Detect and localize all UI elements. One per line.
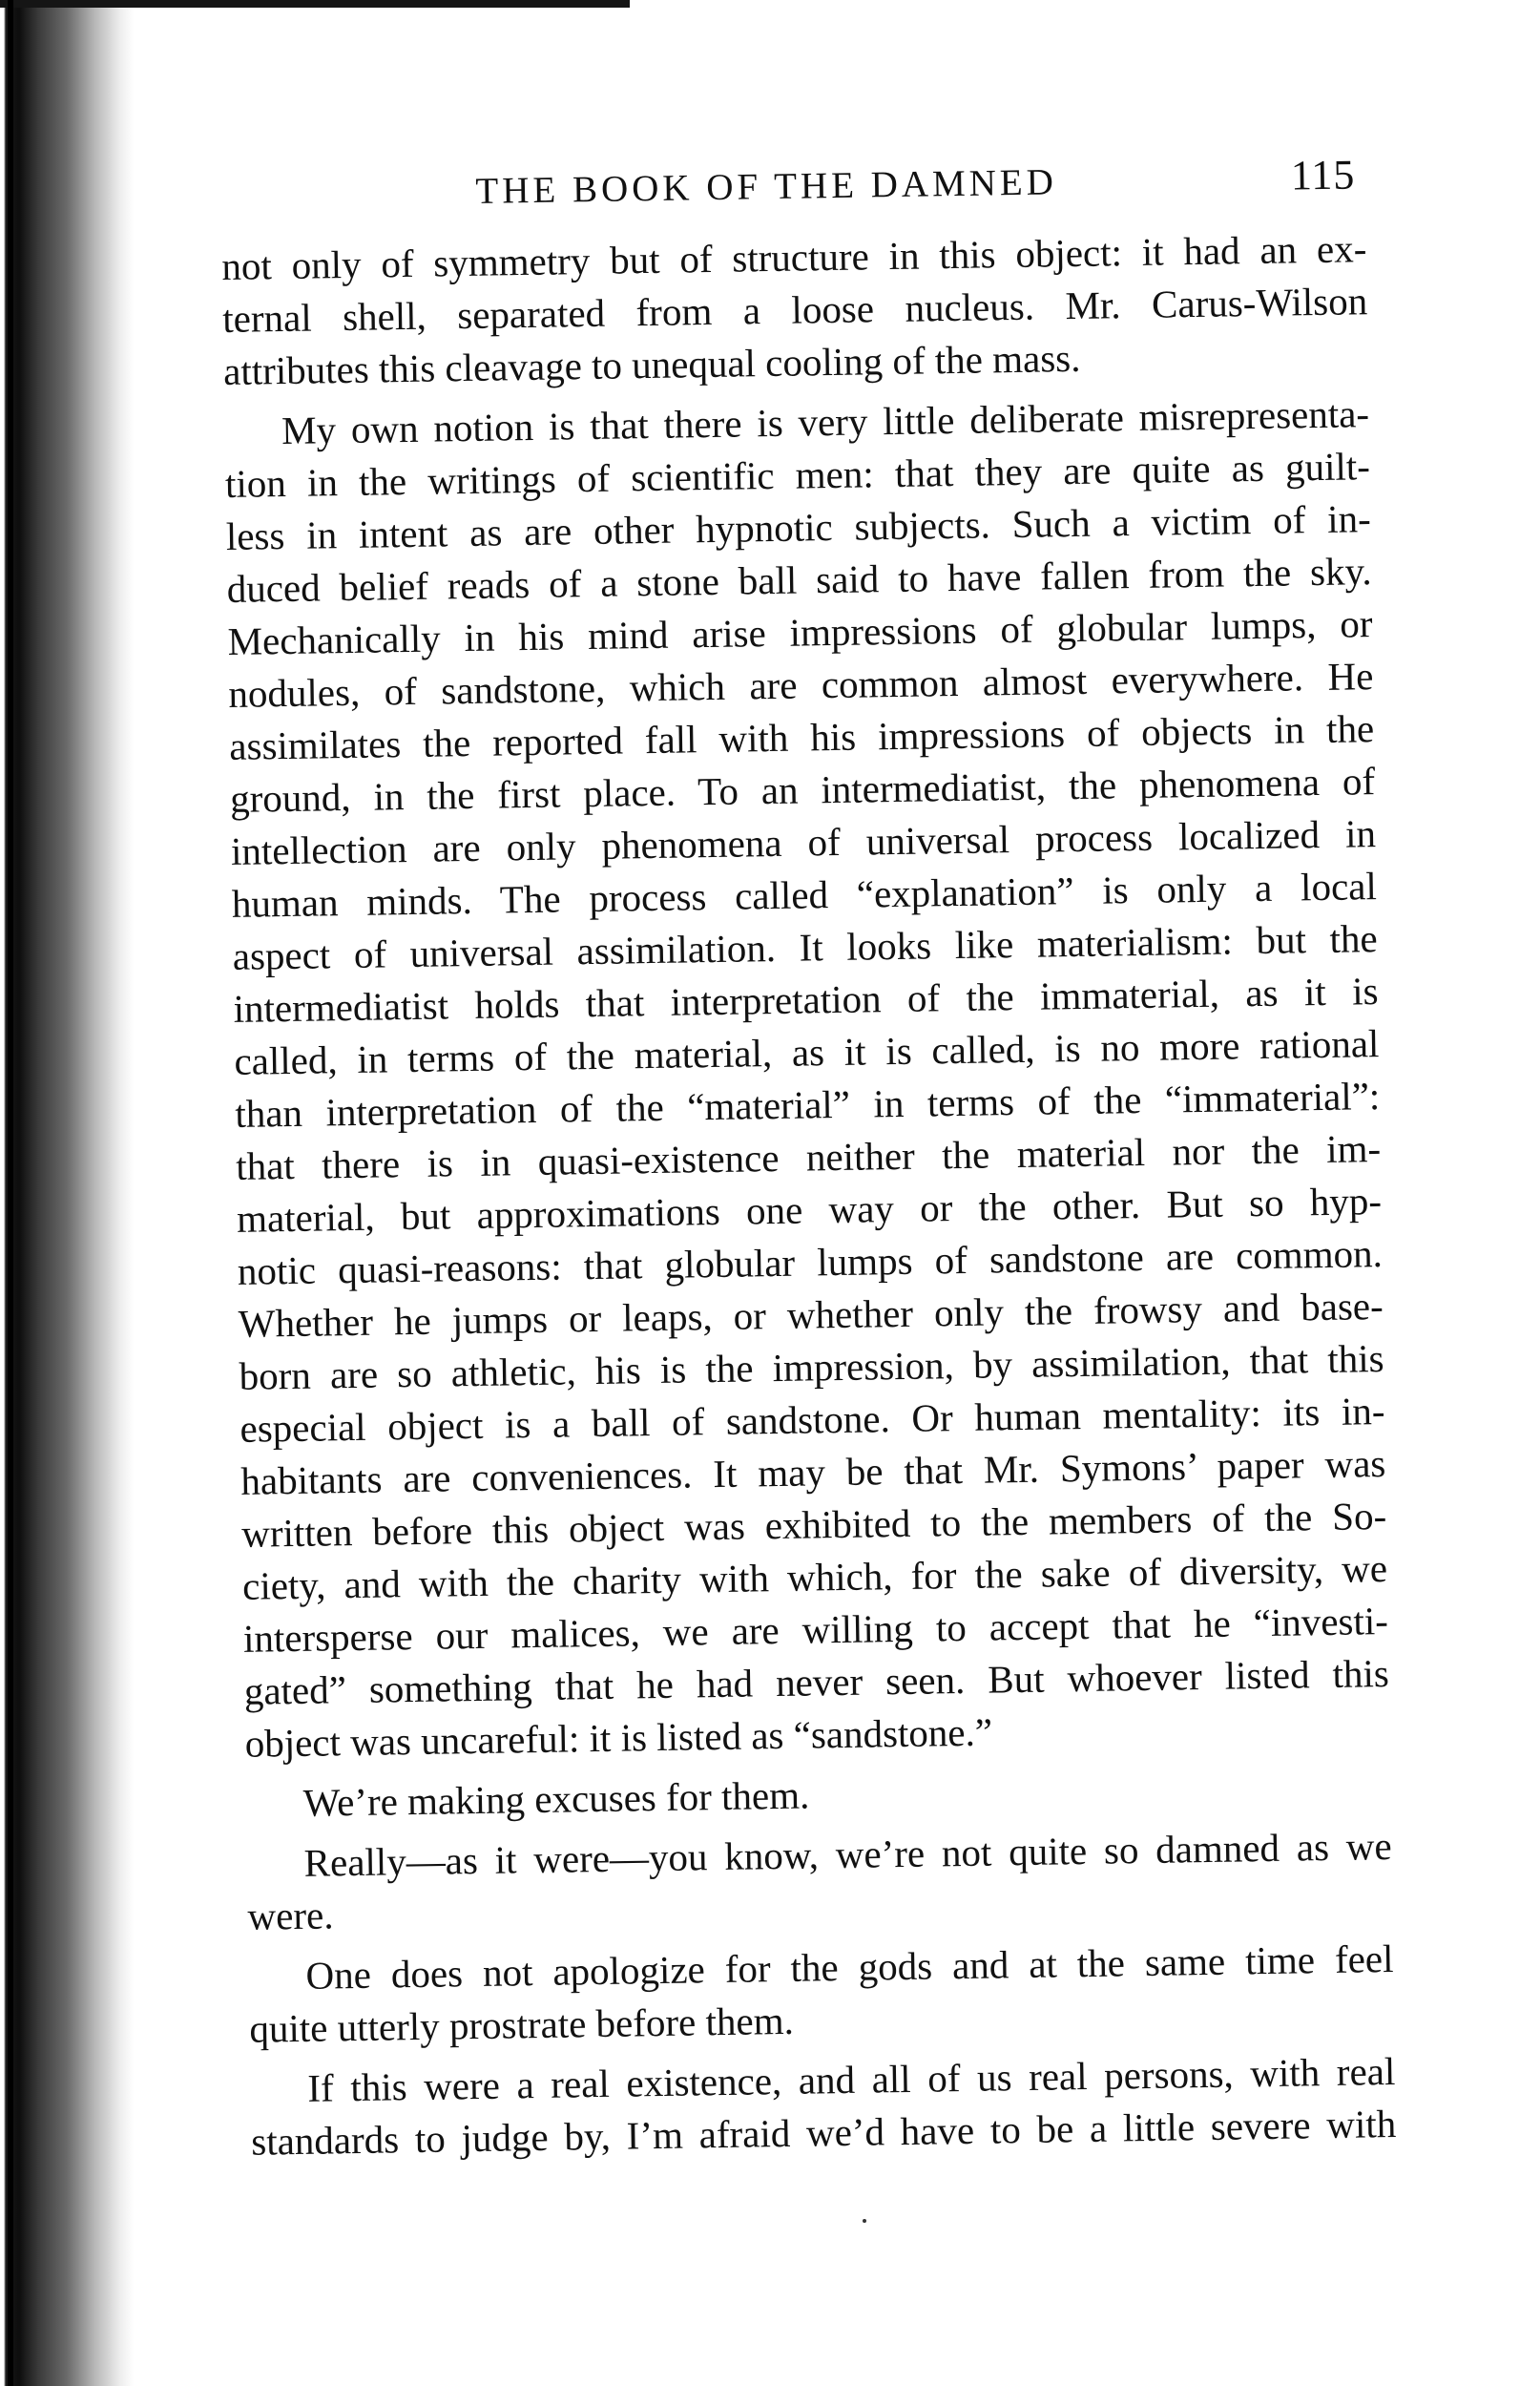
text-line: object was uncareful: it is listed as “sandstone.” [244, 1709, 993, 1766]
text-line: written before this object was exhibited to the members of the So- [240, 1493, 1387, 1556]
text-line: standards to judge by, I’m afraid we’d have to be a little severe with [250, 2101, 1397, 2164]
text-line: not only of symmetry but of structure in this object: it had an ex- [221, 226, 1367, 288]
text-line: nodules, of sandstone, which are common almost everywhere. He [228, 654, 1374, 716]
text-line: We’re making excuses for them. [302, 1772, 810, 1825]
text-line: were. [247, 1893, 334, 1938]
text-line: gated” something that he had never seen. But whoever listed this [243, 1650, 1390, 1713]
text-line: habitants are conveniences. It may be that Mr. Symons’ paper was [240, 1440, 1386, 1503]
text-line: human minds. The process called “explanation” is only a local [231, 864, 1378, 926]
scan-speck [863, 2219, 866, 2223]
page-number: 115 [1290, 151, 1356, 199]
text-line: intersperse our malices, we are willing to accept that he “investi- [242, 1598, 1389, 1661]
text-line: One does not apologize for the gods and at the same time feel [305, 1936, 1394, 1998]
text-line: born are so athletic, his is the impression, by assimilation, that this [239, 1336, 1384, 1398]
text-line: Whether he jumps or leaps, or whether only the frowsy and base- [238, 1284, 1384, 1346]
text-line: My own notion is that there is very little deliberate misrepresenta- [281, 391, 1370, 453]
text-line: that there is in quasi-existence neither the material nor the im- [235, 1126, 1382, 1188]
text-line: ternal shell, separated from a loose nucleus. Mr. Carus-Wilson [221, 279, 1368, 341]
text-line: intermediatist holds that interpretation of the immaterial, as it is [233, 969, 1379, 1031]
text-line: Mechanically in his mind arise impressions of globular lumps, or [227, 601, 1373, 663]
body-text [221, 222, 1397, 2168]
text-line: quite utterly prostrate before them. [249, 1998, 795, 2051]
scan-left-edge [8, 0, 13, 2386]
text-line: called, in terms of the material, as it is called, is no more rational [234, 1021, 1380, 1083]
page-header [229, 146, 1384, 221]
text-line: intellection are only phenomena of universal process localized in [230, 811, 1377, 873]
text-line: tion in the writings of scientific men: that they are quite as guilt- [224, 444, 1371, 506]
text-line: ground, in the first place. To an intermediatist, the phenomena of [229, 759, 1376, 821]
text-line: attributes this cleavage to unequal cooling of the mass. [222, 335, 1081, 393]
text-line: duced belief reads of a stone ball said to have fallen from the sky. [226, 549, 1372, 611]
text-line: aspect of universal assimilation. It looks like materialism: but the [232, 916, 1378, 978]
text-line: than interpretation of the “material” in terms of the “immaterial”: [235, 1074, 1381, 1136]
binding-shadow [0, 0, 134, 2386]
scan-top-edge [0, 0, 630, 8]
text-line: notic quasi-reasons: that globular lumps of sandstone are common. [237, 1231, 1384, 1293]
text-line: especial object is a ball of sandstone. Or human mentality: its in- [239, 1389, 1385, 1451]
text-line: If this were a real existence, and all of us real persons, with real [307, 2048, 1396, 2110]
text-line: ciety, and with the charity with which, for the sake of diversity, we [241, 1545, 1388, 1608]
text-line: assimilates the reported fall with his impressions of objects in the [228, 706, 1375, 768]
text-line: less in intent as are other hypnotic subjects. Such a victim of in- [225, 496, 1372, 558]
text-line: Really—as it were—you know, we’re not quite so damned as we [303, 1823, 1392, 1885]
text-line: material, but approximations one way or the other. But so hyp- [236, 1179, 1383, 1241]
running-title: THE BOOK OF THE DAMNED [475, 161, 1058, 212]
